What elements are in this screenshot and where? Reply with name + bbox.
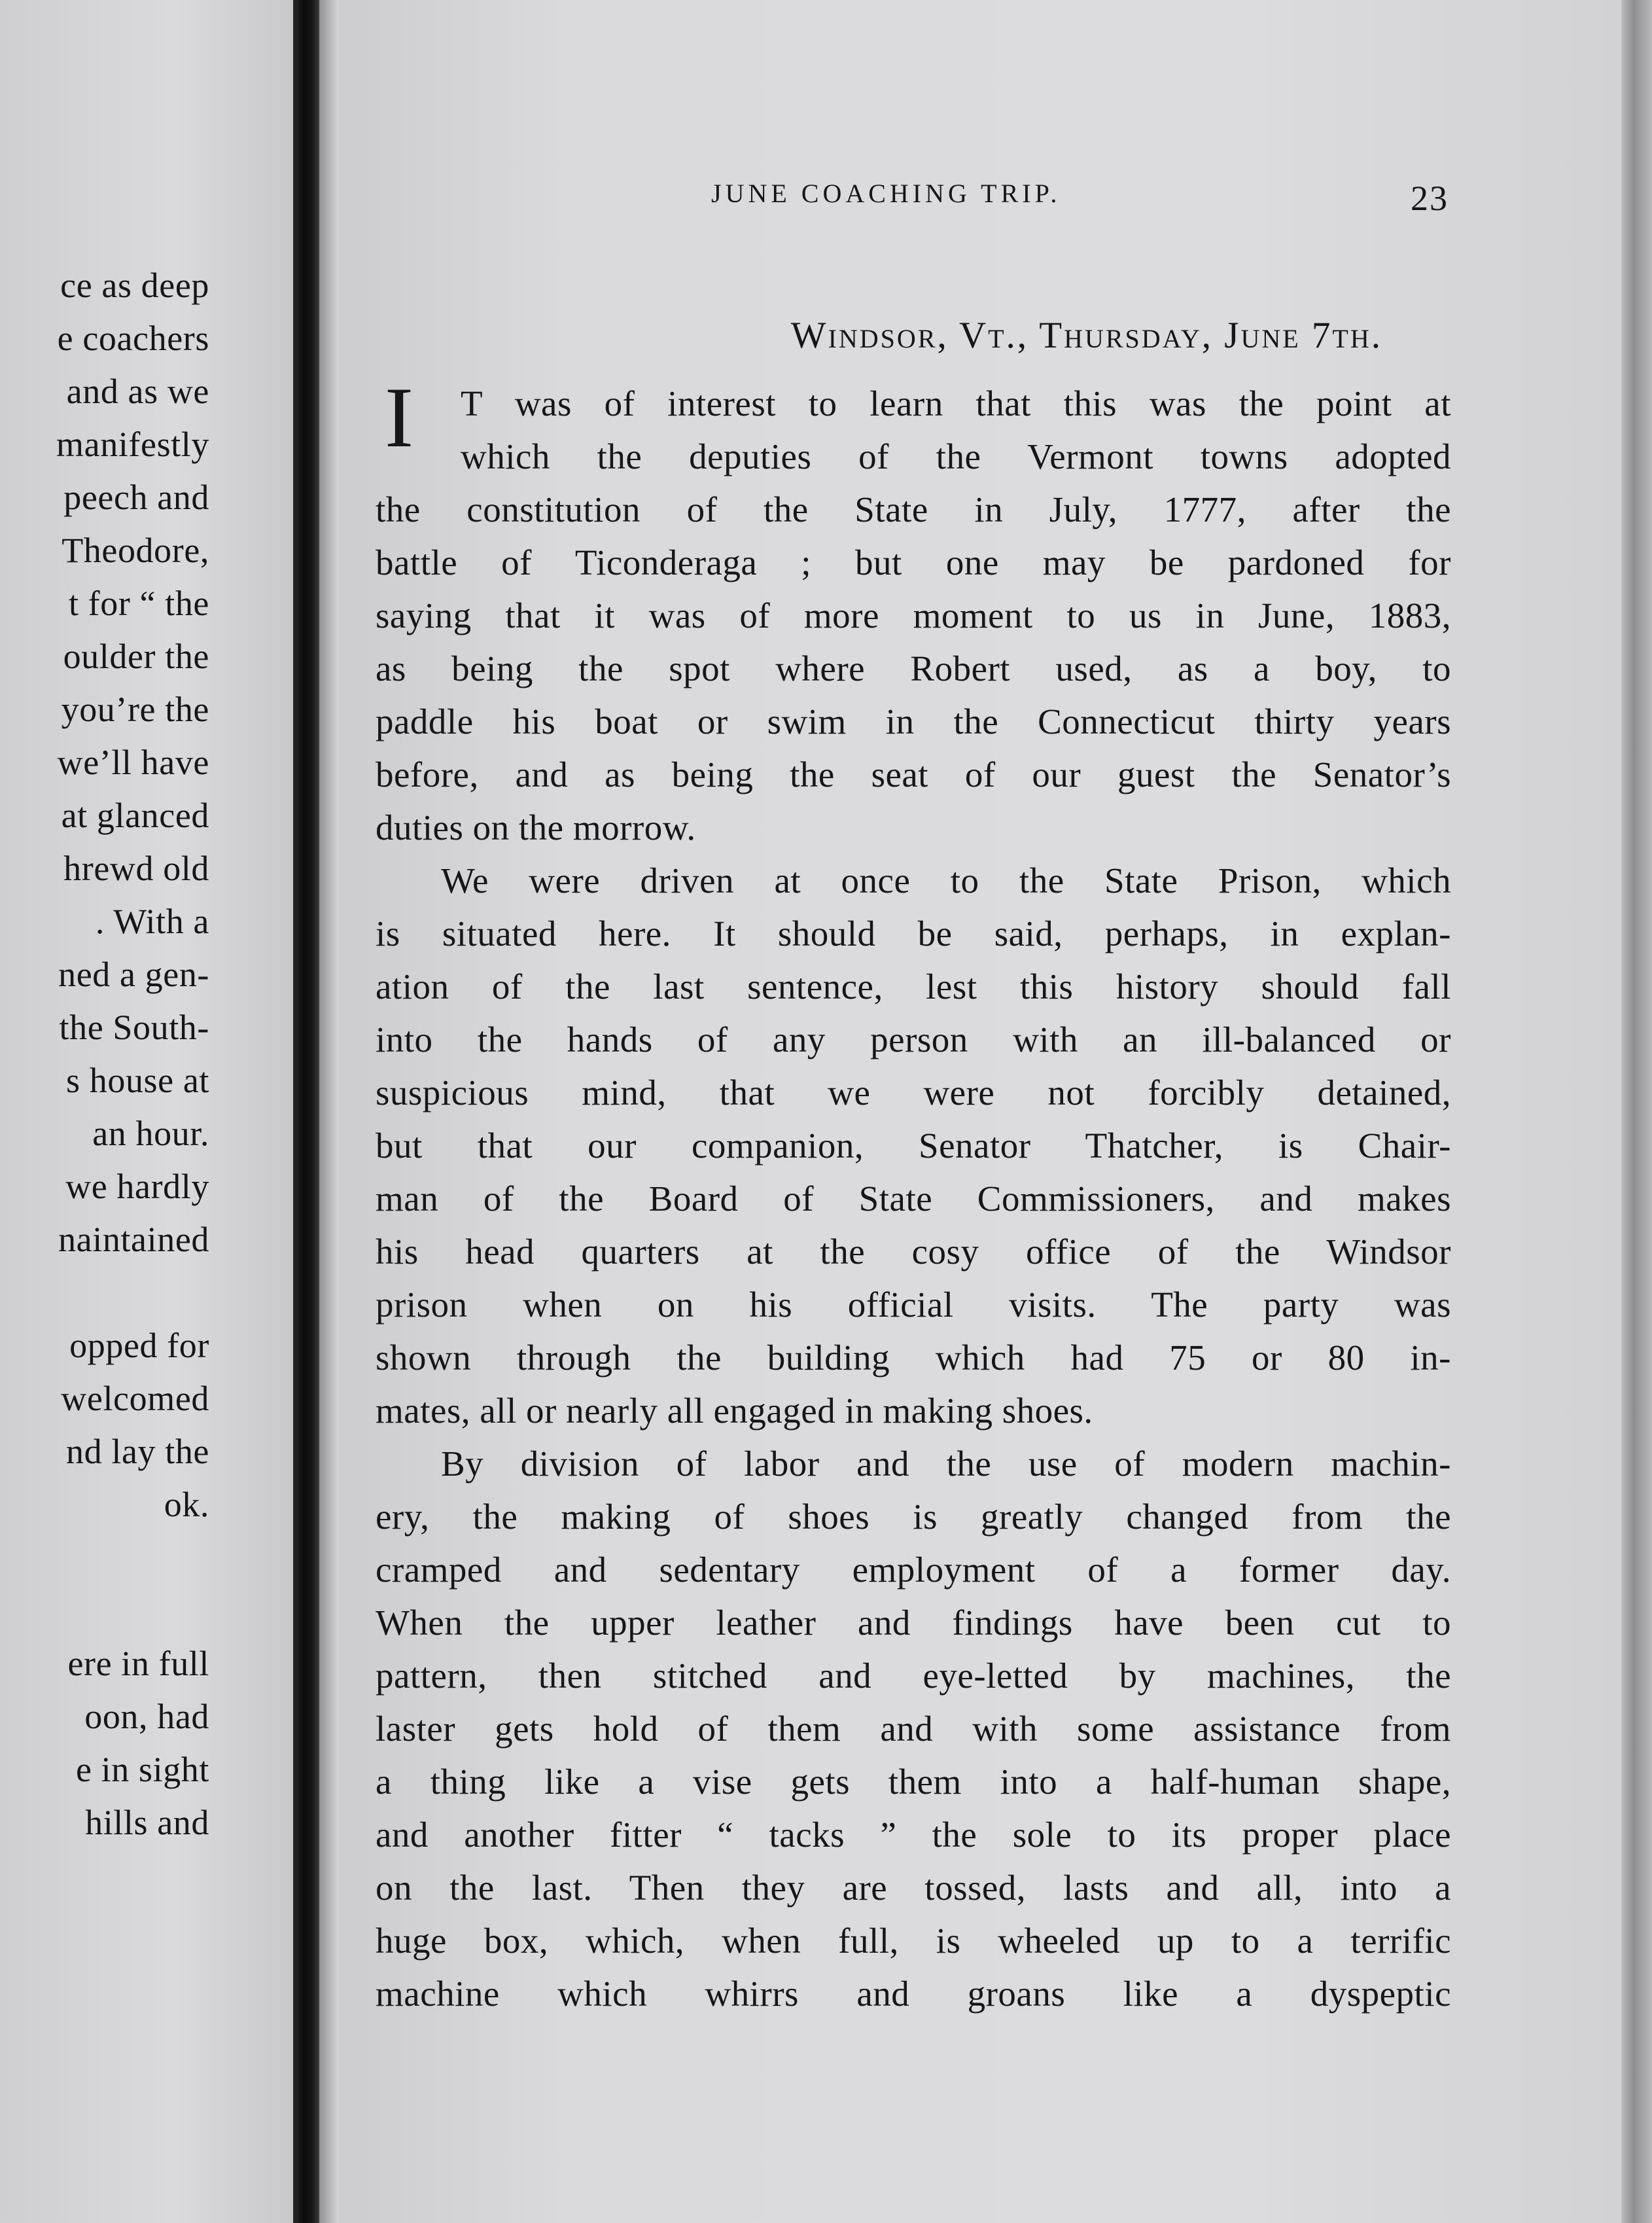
left-page-line: the South-	[59, 1008, 209, 1047]
text-line: When the upper leather and findings have been cut to	[376, 1603, 1451, 1643]
left-page-line: at glanced	[61, 796, 209, 835]
left-page-line: opped for	[69, 1326, 209, 1365]
text-line: duties on the morrow.	[376, 808, 696, 847]
text-line: T was of interest to learn that this was the point at	[461, 383, 1451, 423]
text-line: prison when on his official visits. The party was	[376, 1285, 1451, 1325]
left-page-line: oon, had	[84, 1697, 209, 1736]
text-line: battle of Ticonderaga ; but one may be pardoned for	[376, 542, 1451, 582]
text-line: ery, the making of shoes is greatly changed from the	[376, 1497, 1451, 1537]
text-line: pattern, then stitched and eye-letted by machines, the	[376, 1656, 1451, 1696]
left-page-line: hrewd old	[63, 849, 209, 888]
left-page-line: welcomed	[61, 1379, 209, 1418]
left-page-line	[56, 1531, 209, 1584]
left-page-line: . With a	[95, 902, 209, 941]
page-number: 23	[1411, 179, 1449, 218]
text-line: before, and as being the seat of our guest the Senator’s	[376, 755, 1451, 794]
drop-cap: I	[385, 369, 413, 465]
book-spine	[293, 0, 319, 2223]
left-page-line: Theodore,	[62, 531, 209, 570]
text-line: on the last. Then they are tossed, lasts and all, into a	[376, 1868, 1451, 1908]
text-line: a thing like a vise gets them into a half-human shape,	[376, 1762, 1451, 1802]
left-page-line	[56, 1266, 209, 1319]
text-line: suspicious mind, that we were not forcibly detained,	[376, 1073, 1451, 1112]
text-line: and another fitter “ tacks ” the sole to its proper place	[376, 1815, 1451, 1855]
left-page-line: ok.	[164, 1485, 209, 1524]
left-page-line: an hour.	[92, 1114, 209, 1153]
left-page-line: ned a gen-	[58, 955, 209, 994]
text-line: the constitution of the State in July, 1777, after the	[376, 489, 1451, 529]
text-line: is situated here. It should be said, perhaps, in explan-	[376, 914, 1451, 953]
text-line: mates, all or nearly all engaged in making shoes.	[376, 1391, 1093, 1431]
left-page-line: e in sight	[76, 1750, 209, 1789]
text-line: machine which whirrs and groans like a dyspeptic	[376, 1974, 1451, 2014]
text-line: shown through the building which had 75 or 80 in-	[376, 1338, 1451, 1378]
left-page	[0, 0, 293, 2223]
left-page-line: and as we	[66, 372, 209, 411]
text-line: saying that it was of more moment to us in June, 1883,	[376, 596, 1451, 635]
left-page-text	[56, 259, 209, 1849]
text-line: We were driven at once to the State Prison, which	[441, 861, 1451, 900]
text-line: man of the Board of State Commissioners, and makes	[376, 1179, 1451, 1218]
text-line: laster gets hold of them and with some assistance from	[376, 1709, 1451, 1749]
text-line: huge box, which, when full, is wheeled up to a terrific	[376, 1921, 1451, 1961]
text-line: By division of labor and the use of modern machin-	[441, 1444, 1451, 1484]
paragraph	[376, 377, 1451, 854]
spine-shadow	[319, 0, 339, 2223]
text-line: into the hands of any person with an ill-balanced or	[376, 1020, 1451, 1059]
dateline: Windsor, Vt., Thursday, June 7th.	[790, 315, 1382, 356]
left-page-line: we hardly	[65, 1167, 209, 1206]
left-page-line: e coachers	[57, 319, 209, 358]
left-page-line: hills and	[85, 1803, 209, 1842]
body-text	[376, 377, 1451, 2020]
left-page-line: peech and	[63, 478, 209, 517]
text-line: his head quarters at the cosy office of the Windsor	[376, 1232, 1451, 1272]
text-line: cramped and sedentary employment of a former day.	[376, 1550, 1451, 1590]
paragraph	[376, 1437, 1451, 2020]
text-line: paddle his boat or swim in the Connecticut thirty years	[376, 702, 1451, 741]
left-page-line: ere in full	[67, 1644, 209, 1683]
left-page-line: ce as deep	[60, 266, 209, 305]
text-line: but that our companion, Senator Thatcher, is Chair-	[376, 1126, 1451, 1165]
left-page-line: nd lay the	[66, 1432, 209, 1471]
left-page-line: naintained	[58, 1220, 209, 1259]
text-line: ation of the last sentence, lest this history should fall	[376, 967, 1451, 1006]
paragraph	[376, 854, 1451, 1437]
left-page-line: oulder the	[63, 637, 209, 676]
running-head: JUNE COACHING TRIP.	[711, 179, 1061, 208]
left-page-line	[56, 1584, 209, 1637]
text-line: which the deputies of the Vermont towns adopted	[461, 436, 1451, 476]
left-page-line: we’ll have	[57, 743, 209, 782]
left-page-line: you’re the	[61, 690, 209, 729]
page-edge	[1621, 0, 1652, 2223]
left-page-line: s house at	[66, 1061, 209, 1100]
text-line: as being the spot where Robert used, as a boy, to	[376, 649, 1451, 688]
left-page-line: manifestly	[56, 425, 209, 464]
left-page-line: t for “ the	[68, 584, 209, 623]
